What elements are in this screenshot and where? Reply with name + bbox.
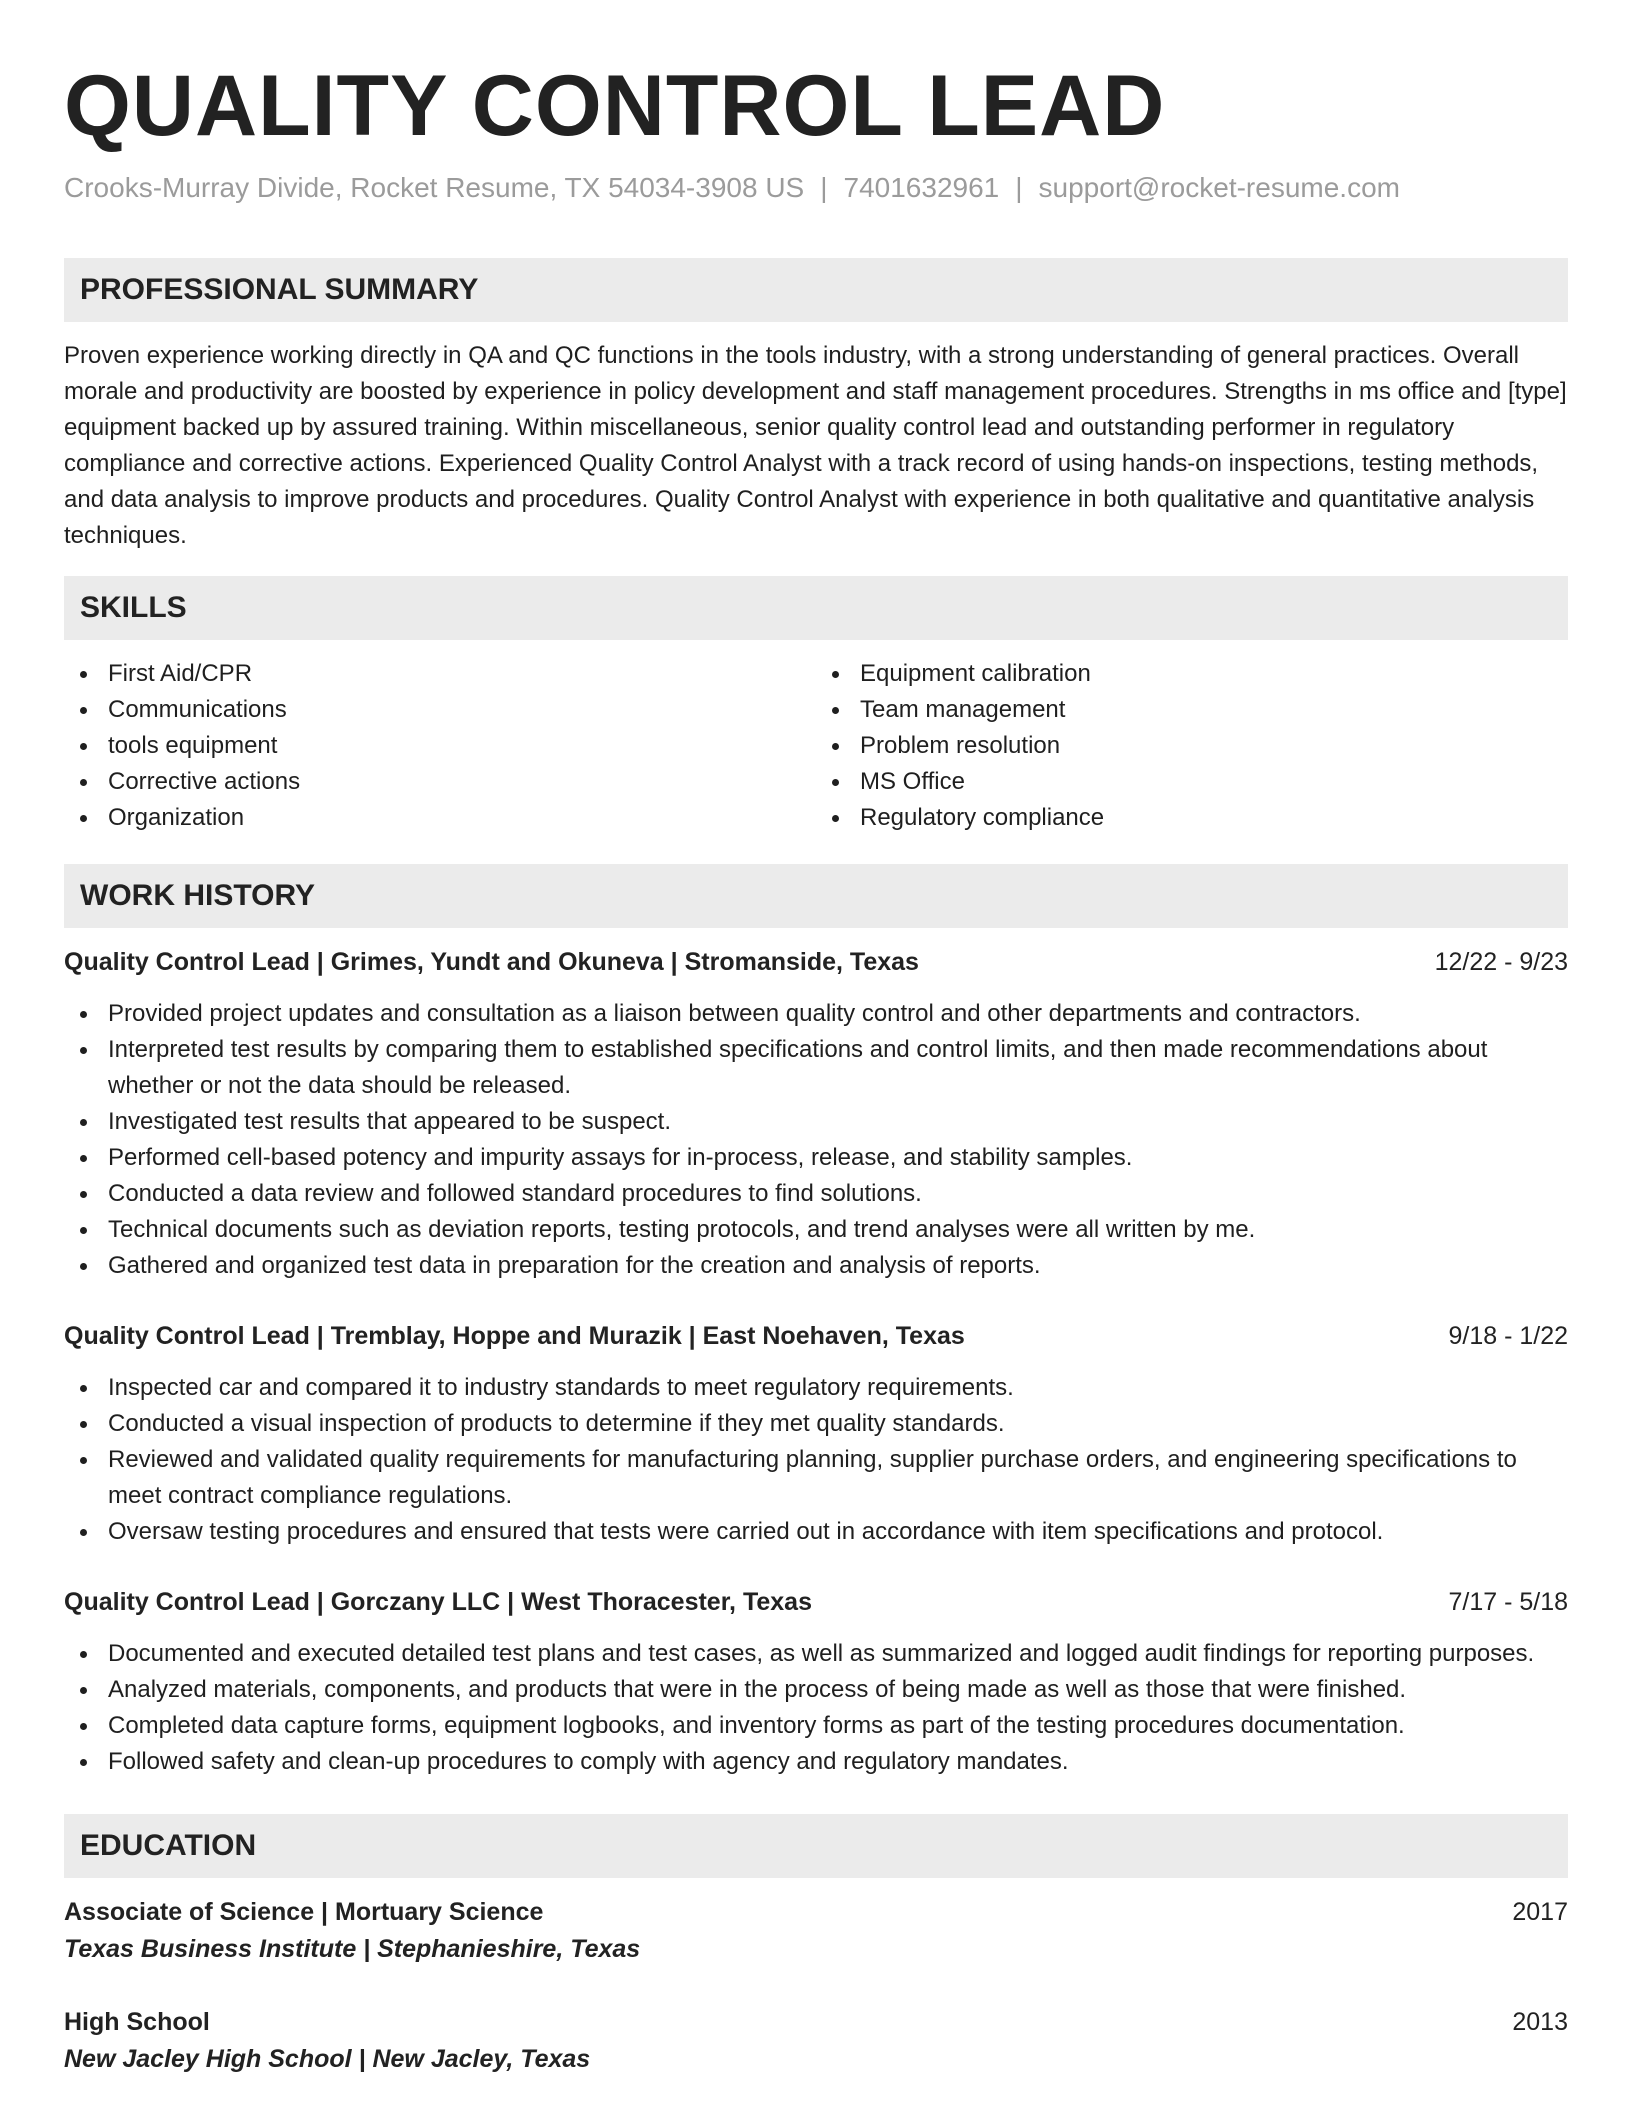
contact-email[interactable]: support@rocket-resume.com <box>1038 172 1400 203</box>
job-dates: 9/18 - 1/22 <box>1448 1322 1568 1350</box>
job-entry <box>64 944 1568 1284</box>
education-year: 2013 <box>1512 2008 1568 2036</box>
job-bullets <box>64 1636 1568 1780</box>
job-header <box>64 944 1568 980</box>
skill-item: Team management <box>816 692 1568 728</box>
job-entry <box>64 1318 1568 1550</box>
education-header <box>64 2004 1568 2040</box>
education-degree: Associate of Science | Mortuary Science <box>64 1898 544 1926</box>
job-bullet: Reviewed and validated quality requirements for manufacturing planning, supplier purchase orders, and engineering specifications to meet contract compliance regulations. <box>64 1442 1568 1514</box>
candidate-title: QUALITY CONTROL LEAD <box>64 58 1166 154</box>
job-bullet: Completed data capture forms, equipment logbooks, and inventory forms as part of the testing procedures documentation. <box>64 1708 1568 1744</box>
job-bullets <box>64 996 1568 1284</box>
skill-item: MS Office <box>816 764 1568 800</box>
job-title: Quality Control Lead | Gorczany LLC | West Thoracester, Texas <box>64 1588 812 1616</box>
section-heading-education: EDUCATION <box>64 1814 1568 1878</box>
job-bullet: Inspected car and compared it to industry standards to meet regulatory requirements. <box>64 1370 1568 1406</box>
contact-line <box>64 170 1568 206</box>
skill-item: Communications <box>64 692 816 728</box>
contact-separator: | <box>1015 172 1023 203</box>
skill-item: Corrective actions <box>64 764 816 800</box>
summary-text: Proven experience working directly in QA and QC functions in the tools industry, with a strong understanding of general practices. Overall morale and productivity are boosted by experience in policy development and staff management procedures. Strengths in ms office and [type] equipment backed up by assured training. Within miscellaneous, senior quality control lead and outstanding performer in regulatory compliance and corrective actions. Experienced Quality Control Analyst with a track record of using hands-on inspections, testing methods, and data analysis to improve products and procedures. Quality Control Analyst with experience in both qualitative and quantitative analysis techniques. <box>64 342 1567 549</box>
job-header <box>64 1318 1568 1354</box>
job-dates: 12/22 - 9/23 <box>1434 948 1568 976</box>
job-bullet: Technical documents such as deviation reports, testing protocols, and trend analyses were all written by me. <box>64 1212 1568 1248</box>
job-title: Quality Control Lead | Tremblay, Hoppe and Murazik | East Noehaven, Texas <box>64 1322 965 1350</box>
skill-item: Problem resolution <box>816 728 1568 764</box>
skills-column-right <box>816 656 1568 836</box>
job-bullet: Gathered and organized test data in preparation for the creation and analysis of reports. <box>64 1248 1568 1284</box>
job-bullet: Oversaw testing procedures and ensured that tests were carried out in accordance with item specifications and protocol. <box>64 1514 1568 1550</box>
contact-phone: 7401632961 <box>843 172 1000 203</box>
skill-item: Regulatory compliance <box>816 800 1568 836</box>
skills-list <box>64 656 1568 836</box>
section-heading-summary: PROFESSIONAL SUMMARY <box>64 258 1568 322</box>
education-school: Texas Business Institute | Stephanieshire, Texas <box>64 1935 641 1963</box>
education-entry <box>64 1894 1568 1968</box>
job-bullet: Investigated test results that appeared to be suspect. <box>64 1104 1568 1140</box>
job-dates: 7/17 - 5/18 <box>1448 1588 1568 1616</box>
job-entry <box>64 1584 1568 1780</box>
job-header <box>64 1584 1568 1620</box>
skill-item: Organization <box>64 800 816 836</box>
job-bullet: Conducted a visual inspection of products to determine if they met quality standards. <box>64 1406 1568 1442</box>
job-bullets <box>64 1370 1568 1550</box>
section-heading-skills: SKILLS <box>64 576 1568 640</box>
job-bullet: Provided project updates and consultation as a liaison between quality control and other departments and contractors. <box>64 996 1568 1032</box>
section-heading-work-history: WORK HISTORY <box>64 864 1568 928</box>
education-year: 2017 <box>1512 1898 1568 1926</box>
skill-item: tools equipment <box>64 728 816 764</box>
contact-separator: | <box>820 172 828 203</box>
education-header <box>64 1894 1568 1930</box>
education-entry <box>64 2004 1568 2078</box>
job-bullet: Analyzed materials, components, and products that were in the process of being made as well as those that were finished. <box>64 1672 1568 1708</box>
job-bullet: Followed safety and clean-up procedures to comply with agency and regulatory mandates. <box>64 1744 1568 1780</box>
job-bullet: Conducted a data review and followed standard procedures to find solutions. <box>64 1176 1568 1212</box>
skill-item: Equipment calibration <box>816 656 1568 692</box>
education-school: New Jacley High School | New Jacley, Texas <box>64 2045 591 2073</box>
contact-address: Crooks-Murray Divide, Rocket Resume, TX 54034-3908 US <box>64 172 805 203</box>
education-degree: High School <box>64 2008 210 2036</box>
skills-column-left <box>64 656 816 836</box>
job-bullet: Documented and executed detailed test plans and test cases, as well as summarized and logged audit findings for reporting purposes. <box>64 1636 1568 1672</box>
job-bullet: Performed cell-based potency and impurity assays for in-process, release, and stability samples. <box>64 1140 1568 1176</box>
job-title: Quality Control Lead | Grimes, Yundt and Okuneva | Stromanside, Texas <box>64 948 919 976</box>
job-bullet: Interpreted test results by comparing them to established specifications and control limits, and then made recommendations about whether or not the data should be released. <box>64 1032 1568 1104</box>
skill-item: First Aid/CPR <box>64 656 816 692</box>
